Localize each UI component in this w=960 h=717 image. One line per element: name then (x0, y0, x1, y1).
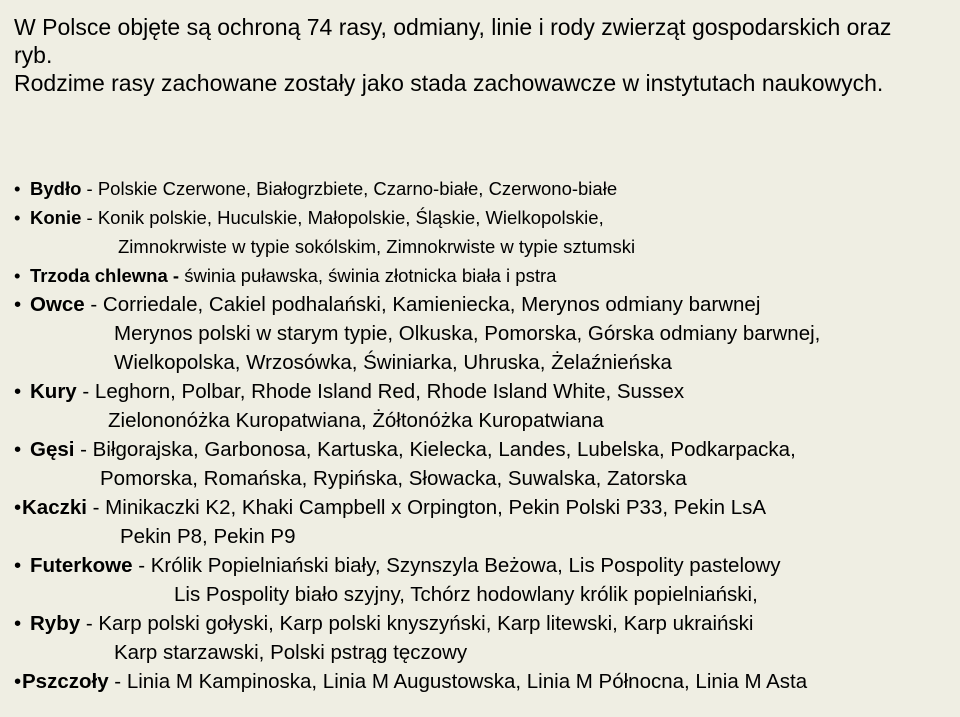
list-item-owce (14, 290, 954, 377)
item-term: Konie (30, 207, 82, 228)
item-text: - Karp polski gołyski, Karp polski knyszyński, Karp litewski, Karp ukraiński (80, 612, 754, 635)
item-term: Bydło (30, 178, 82, 199)
item-text: - Królik Popielniański biały, Szynszyla Beżowa, Lis Pospolity pastelowy (132, 554, 781, 577)
item-continuation: Zielononóżka Kuropatwiana, Żółtonóżka Kuropatwiana (108, 409, 604, 432)
bullet-icon: • (14, 496, 22, 519)
list-item-line (14, 493, 954, 522)
item-continuation: Merynos polski w starym typie, Olkuska, Pomorska, Górska odmiany barwnej, (114, 322, 821, 345)
intro-line-1: W Polsce objęte są ochroną 74 rasy, odmiany, linie i rody zwierząt gospodarskich oraz ryb. (14, 14, 892, 68)
item-text: świnia puławska, świnia złotnicka biała i pstra (179, 265, 557, 286)
list-item-line (14, 609, 954, 638)
bullet-icon: • (14, 438, 22, 461)
list-item-futerkowe (14, 551, 954, 609)
list-item-line (14, 174, 954, 203)
bullet-icon: • (14, 178, 21, 199)
item-text: - Konik polskie, Huculskie, Małopolskie, Śląskie, Wielkopolskie, (81, 207, 604, 228)
item-text: - Minikaczki K2, Khaki Campbell x Orpington, Pekin Polski P33, Pekin LsA (86, 496, 767, 519)
item-continuation: Zimnokrwiste w typie sokólskim, Zimnokrwiste w typie sztumski (118, 236, 636, 257)
item-term: Gęsi (30, 438, 75, 461)
list-item-line (14, 290, 954, 319)
bullet-icon: • (14, 380, 22, 403)
bullet-icon: • (14, 612, 22, 635)
item-text: - Polskie Czerwone, Białogrzbiete, Czarno-białe, Czerwono-białe (81, 178, 618, 199)
list-item-bydlo (14, 174, 954, 203)
list-item-line (14, 377, 954, 406)
item-term: Trzoda chlewna - (30, 265, 180, 286)
list-item-konie (14, 203, 954, 261)
bullet-icon: • (14, 670, 22, 693)
item-term: Futerkowe (30, 554, 133, 577)
item-term: Pszczoły (22, 670, 109, 693)
list-item-line (14, 261, 954, 290)
list-item-line (14, 551, 954, 580)
item-text: - Leghorn, Polbar, Rhode Island Red, Rhode Island White, Sussex (76, 380, 685, 403)
item-continuation: Pekin P8, Pekin P9 (120, 525, 296, 548)
item-text: - Corriedale, Cakiel podhalański, Kamieniecka, Merynos odmiany barwnej (84, 293, 761, 316)
item-term: Ryby (30, 612, 81, 635)
list-item-gesi (14, 435, 954, 493)
list-item-ryby (14, 609, 954, 667)
item-continuation: Wielkopolska, Wrzosówka, Świniarka, Uhruska, Żelaźnieńska (114, 351, 672, 374)
bullet-icon: • (14, 293, 22, 316)
intro-line-2: Rodzime rasy zachowane zostały jako stada zachowawcze w instytutach naukowych. (14, 70, 884, 96)
breed-list (14, 174, 954, 696)
bullet-icon: • (14, 207, 21, 228)
item-term: Kaczki (22, 496, 87, 519)
list-item-trzoda (14, 261, 954, 290)
list-item-line (14, 667, 954, 696)
list-item-kury (14, 377, 954, 435)
intro-text (14, 13, 934, 97)
list-item-line (14, 435, 954, 464)
bullet-icon: • (14, 265, 21, 286)
list-item-kaczki (14, 493, 954, 551)
item-term: Owce (30, 293, 85, 316)
list-item-line (14, 203, 954, 232)
item-continuation: Pomorska, Romańska, Rypińska, Słowacka, Suwalska, Zatorska (100, 467, 687, 490)
item-text: - Biłgorajska, Garbonosa, Kartuska, Kielecka, Landes, Lubelska, Podkarpacka, (74, 438, 796, 461)
item-continuation: Karp starzawski, Polski pstrąg tęczowy (114, 641, 468, 664)
bullet-icon: • (14, 554, 22, 577)
item-continuation: Lis Pospolity biało szyjny, Tchórz hodowlany królik popielniański, (174, 583, 758, 606)
item-text: - Linia M Kampinoska, Linia M Augustowska, Linia M Północna, Linia M Asta (108, 670, 808, 693)
list-item-pszczoly (14, 667, 954, 696)
item-term: Kury (30, 380, 77, 403)
